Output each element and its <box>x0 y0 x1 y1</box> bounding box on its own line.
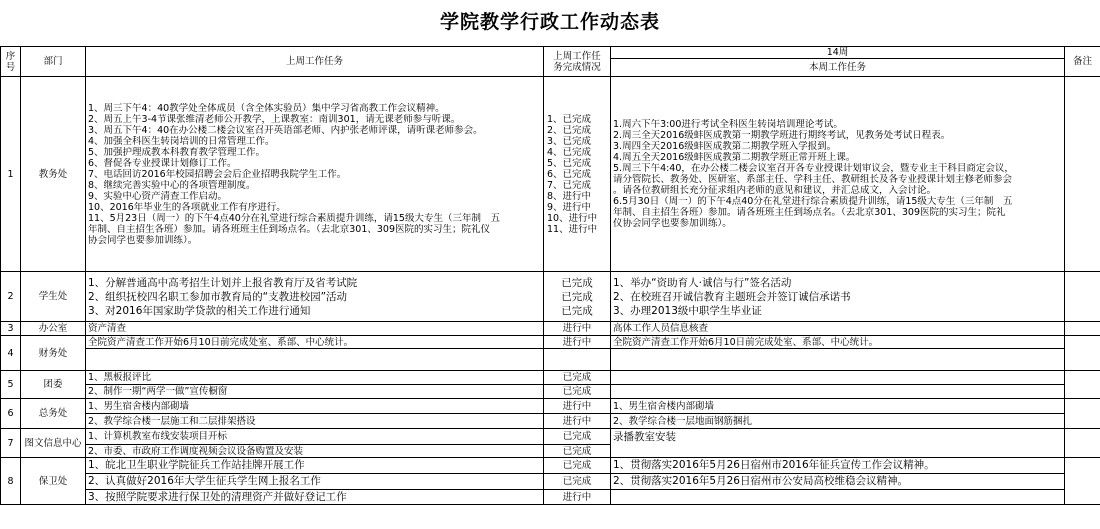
row-dept: 图文信息中心 <box>21 429 86 458</box>
row-this-tasks: 1、贯彻落实2016年5月26日宿州市2016年征兵宣传工作会议精神。 <box>611 458 1065 474</box>
task-line: 3、周五下午4：40在办公楼二楼会议室召开英语部老师、内护张老师评课，请听课老师参会。 <box>88 124 483 136</box>
row-dept: 办公室 <box>21 322 86 336</box>
row-this-tasks <box>611 371 1065 385</box>
task-line: 1、分解普通高中高考招生计划并上报省教育厅及省考试院 <box>88 276 358 289</box>
row-last-tasks: 1、计算机教室布线安装项目开标 <box>86 429 544 445</box>
task-line: 4.周五全天2016级蚌医成教第二期教学班正常开班上课。 <box>613 152 856 163</box>
table-row <box>1 458 1100 474</box>
status-line: 10、进行中 <box>547 212 598 224</box>
table-row <box>1 322 1100 336</box>
status-line: 2、已完成 <box>547 124 592 136</box>
status-line: 已完成 <box>561 276 593 289</box>
row-last-tasks: 1、皖北卫生职业学院征兵工作站挂牌开展工作 <box>86 458 544 474</box>
row-dept: 教务处 <box>21 77 86 272</box>
task-line: 2.周三全天2016级蚌医成教第一期教学班进行期终考试，见教务处考试日程表。 <box>613 130 951 141</box>
status-line: 已完成 <box>561 290 593 303</box>
task-line: 3、对2016年国家助学贷款的相关工作进行通知 <box>88 304 311 317</box>
row-this-tasks <box>611 77 1065 272</box>
task-line: 6、督促各专业授课计划修订工作。 <box>88 157 237 169</box>
row-note <box>1065 77 1100 272</box>
row-last-tasks <box>86 77 544 272</box>
header-status: 上周工作任 务完成情况 <box>544 47 611 77</box>
task-line: 年制、自主招生各班）参加。请各班班主任到场点名。（去北京301、309医院的实习生；院礼仪 <box>88 223 491 235</box>
status-line: 9、进行中 <box>547 201 592 213</box>
row-status: 已完成 <box>544 429 611 445</box>
table-row <box>1 336 1100 349</box>
status-line: 11、进行中 <box>547 223 598 235</box>
task-line: 2、在校班召开诚信教育主题班会并签订诚信承诺书 <box>613 290 851 303</box>
status-line: 1、已完成 <box>547 113 592 125</box>
row-last-tasks: 1、男生宿舍楼内部砌墙 <box>86 399 544 414</box>
row-this-tasks <box>611 490 1065 505</box>
task-line: 5.周三下午4:40，在办公楼二楼会议室召开各专业授课计划审议会，暨专业主干科目商定会议， <box>613 163 1014 174</box>
row-status: 进行中 <box>544 414 611 429</box>
row-dept: 团委 <box>21 371 86 399</box>
row-seq: 1 <box>1 77 21 272</box>
header-last-week: 上周工作任务 <box>86 47 544 77</box>
task-line: 1.周六下午3:00进行考试全科医生转岗培训理论考试。 <box>613 119 843 130</box>
task-line: 8、继续完善实验中心的各项管理制度。 <box>88 179 256 191</box>
task-line: 。请各位教研组长充分征求组内老师的意见和建议，并汇总成文，入会讨论。 <box>613 185 937 196</box>
status-line: 7、已完成 <box>547 179 592 191</box>
row-last-tasks: 1、黑板报评比 <box>86 371 544 385</box>
row-status: 进行中 <box>544 399 611 414</box>
table-row <box>1 77 1100 272</box>
row-seq: 3 <box>1 322 21 336</box>
row-note <box>1065 371 1100 399</box>
header-note: 备注 <box>1065 47 1100 77</box>
header-seq: 序号 <box>1 47 21 77</box>
row-last-tasks: 2、认真做好2016年大学生征兵学生网上报名工作 <box>86 474 544 490</box>
row-status: 已完成 <box>544 385 611 399</box>
row-seq: 5 <box>1 371 21 399</box>
row-seq: 4 <box>1 336 21 371</box>
row-note <box>1065 336 1100 371</box>
task-line: 2、周五上午3-4节课张维清老师公开教学，上课教室：南训301，请无课老师参与听课。 <box>88 113 461 125</box>
task-line: 3.周四全天2016级蚌医成教第二期教学班入学报到。 <box>613 141 837 152</box>
header-row-week <box>1 47 1100 59</box>
row-this-tasks: 录播教室安装 <box>611 429 1065 458</box>
task-line: 1、举办“资助育人·诚信与行”签名活动 <box>613 276 792 289</box>
row-this-tasks: 1、男生宿舍楼内部砌墙 <box>611 399 1065 414</box>
work-table <box>0 46 1100 505</box>
row-dept: 学生处 <box>21 272 86 322</box>
row-this-tasks: 全院资产清查工作开始6月10日前完成处室、系部、中心统计。 <box>611 336 1065 349</box>
table-row <box>1 399 1100 414</box>
row-last-tasks: 3、按照学院要求进行保卫处的清理资产并做好登记工作 <box>86 490 544 505</box>
row-status: 已完成 <box>544 474 611 490</box>
row-status: 已完成 <box>544 445 611 458</box>
status-line: 4、已完成 <box>547 146 592 158</box>
row-status: 进行中 <box>544 490 611 505</box>
row-dept: 总务处 <box>21 399 86 429</box>
task-line: 4、加强全科医生转岗培训的日常管理工作。 <box>88 135 275 147</box>
page-title: 学院教学行政工作动态表 <box>439 11 660 33</box>
row-this-tasks: 2、教学综合楼一层地面钢筋捆扎 <box>611 414 1065 429</box>
row-seq: 7 <box>1 429 21 458</box>
status-line: 3、已完成 <box>547 135 592 147</box>
row-seq: 2 <box>1 272 21 322</box>
status-line: 5、已完成 <box>547 157 592 169</box>
table-row <box>1 429 1100 445</box>
task-line: 协会同学也要参加训练）。 <box>88 234 198 246</box>
row-last-tasks: 2、市委、市政府工作调度视频会议设备购置及安装 <box>86 445 544 458</box>
row-note <box>1065 399 1100 429</box>
row-status: 已完成 <box>544 458 611 474</box>
task-line: 5、加强护理成教本科教育教学管理工作。 <box>88 146 266 158</box>
row-note <box>1065 458 1100 505</box>
row-dept: 保卫处 <box>21 458 86 505</box>
task-line: 7、电话回访2016年校园招聘会会后企业招聘我院学生工作。 <box>88 168 347 180</box>
task-line: 请分管院长、教务处、医研室、系部主任、学科主任、教研组长及各专业授课计划主修老师参会 <box>613 174 1013 185</box>
task-line: 年制、自主招生各班）参加。请各班班主任到场点名。（去北京301、309医院的实习生；院礼 <box>613 207 1006 218</box>
task-line: 9、实验中心资产清查工作启动。 <box>88 190 228 202</box>
task-line: 2、组织抚校四名职工参加市教育局的“支教进校园”活动 <box>88 290 348 303</box>
row-status: 进行中 <box>544 322 611 336</box>
row-this-tasks <box>611 272 1065 322</box>
table-row <box>1 272 1100 322</box>
row-last-tasks: 全院资产清查工作开始6月10日前完成处室、系部、中心统计。 <box>86 336 544 349</box>
row-last-tasks: 资产清查 <box>86 322 544 336</box>
task-line: 仪协会同学也要参加训练）。 <box>613 218 732 229</box>
row-note <box>1065 272 1100 322</box>
status-line: 8、进行中 <box>547 190 592 202</box>
row-note <box>1065 322 1100 336</box>
row-status <box>544 272 611 322</box>
task-line: 3、办理2013级中职学生毕业证 <box>613 304 762 317</box>
row-status: 已完成 <box>544 371 611 385</box>
row-seq: 8 <box>1 458 21 505</box>
row-last-tasks: 2、制作一期“两学一做”宣传橱窗 <box>86 385 544 399</box>
header-this-week: 本周工作任务 <box>611 59 1065 77</box>
status-line: 已完成 <box>561 304 593 317</box>
row-last-tasks <box>86 272 544 322</box>
row-last-tasks <box>86 349 544 371</box>
row-status <box>544 349 611 371</box>
row-this-tasks <box>611 349 1065 371</box>
row-status <box>544 77 611 272</box>
task-line: 11、5月23日（周一）的下午4点40分在礼堂进行综合素质提升训练，请15级大专生（三年制 五 <box>88 212 500 224</box>
status-line: 6、已完成 <box>547 168 592 180</box>
row-this-tasks: 高体工作人员信息核查 <box>611 322 1065 336</box>
row-seq: 6 <box>1 399 21 429</box>
table-row <box>1 371 1100 385</box>
header-week: 14周 <box>611 47 1065 59</box>
row-note <box>1065 429 1100 458</box>
row-last-tasks: 2、教学综合楼一层施工和二层排架搭设 <box>86 414 544 429</box>
row-this-tasks: 2、贯彻落实2016年5月26日宿州市公安局高校维稳会议精神。 <box>611 474 1065 490</box>
row-this-tasks <box>611 385 1065 399</box>
task-line: 1、周三下午4：40教学处全体成员（含全体实验员）集中学习省高教工作会议精神。 <box>88 102 445 114</box>
task-line: 6.5月30日（周一）的下午4点40分在礼堂进行综合素质提升训练，请15级大专生（三年制 五 <box>613 196 1013 207</box>
task-line: 10、2016年毕业生的各项就业工作有序进行。 <box>88 201 286 213</box>
header-dept: 部门 <box>21 47 86 77</box>
row-dept: 财务处 <box>21 336 86 371</box>
row-status: 进行中 <box>544 336 611 349</box>
